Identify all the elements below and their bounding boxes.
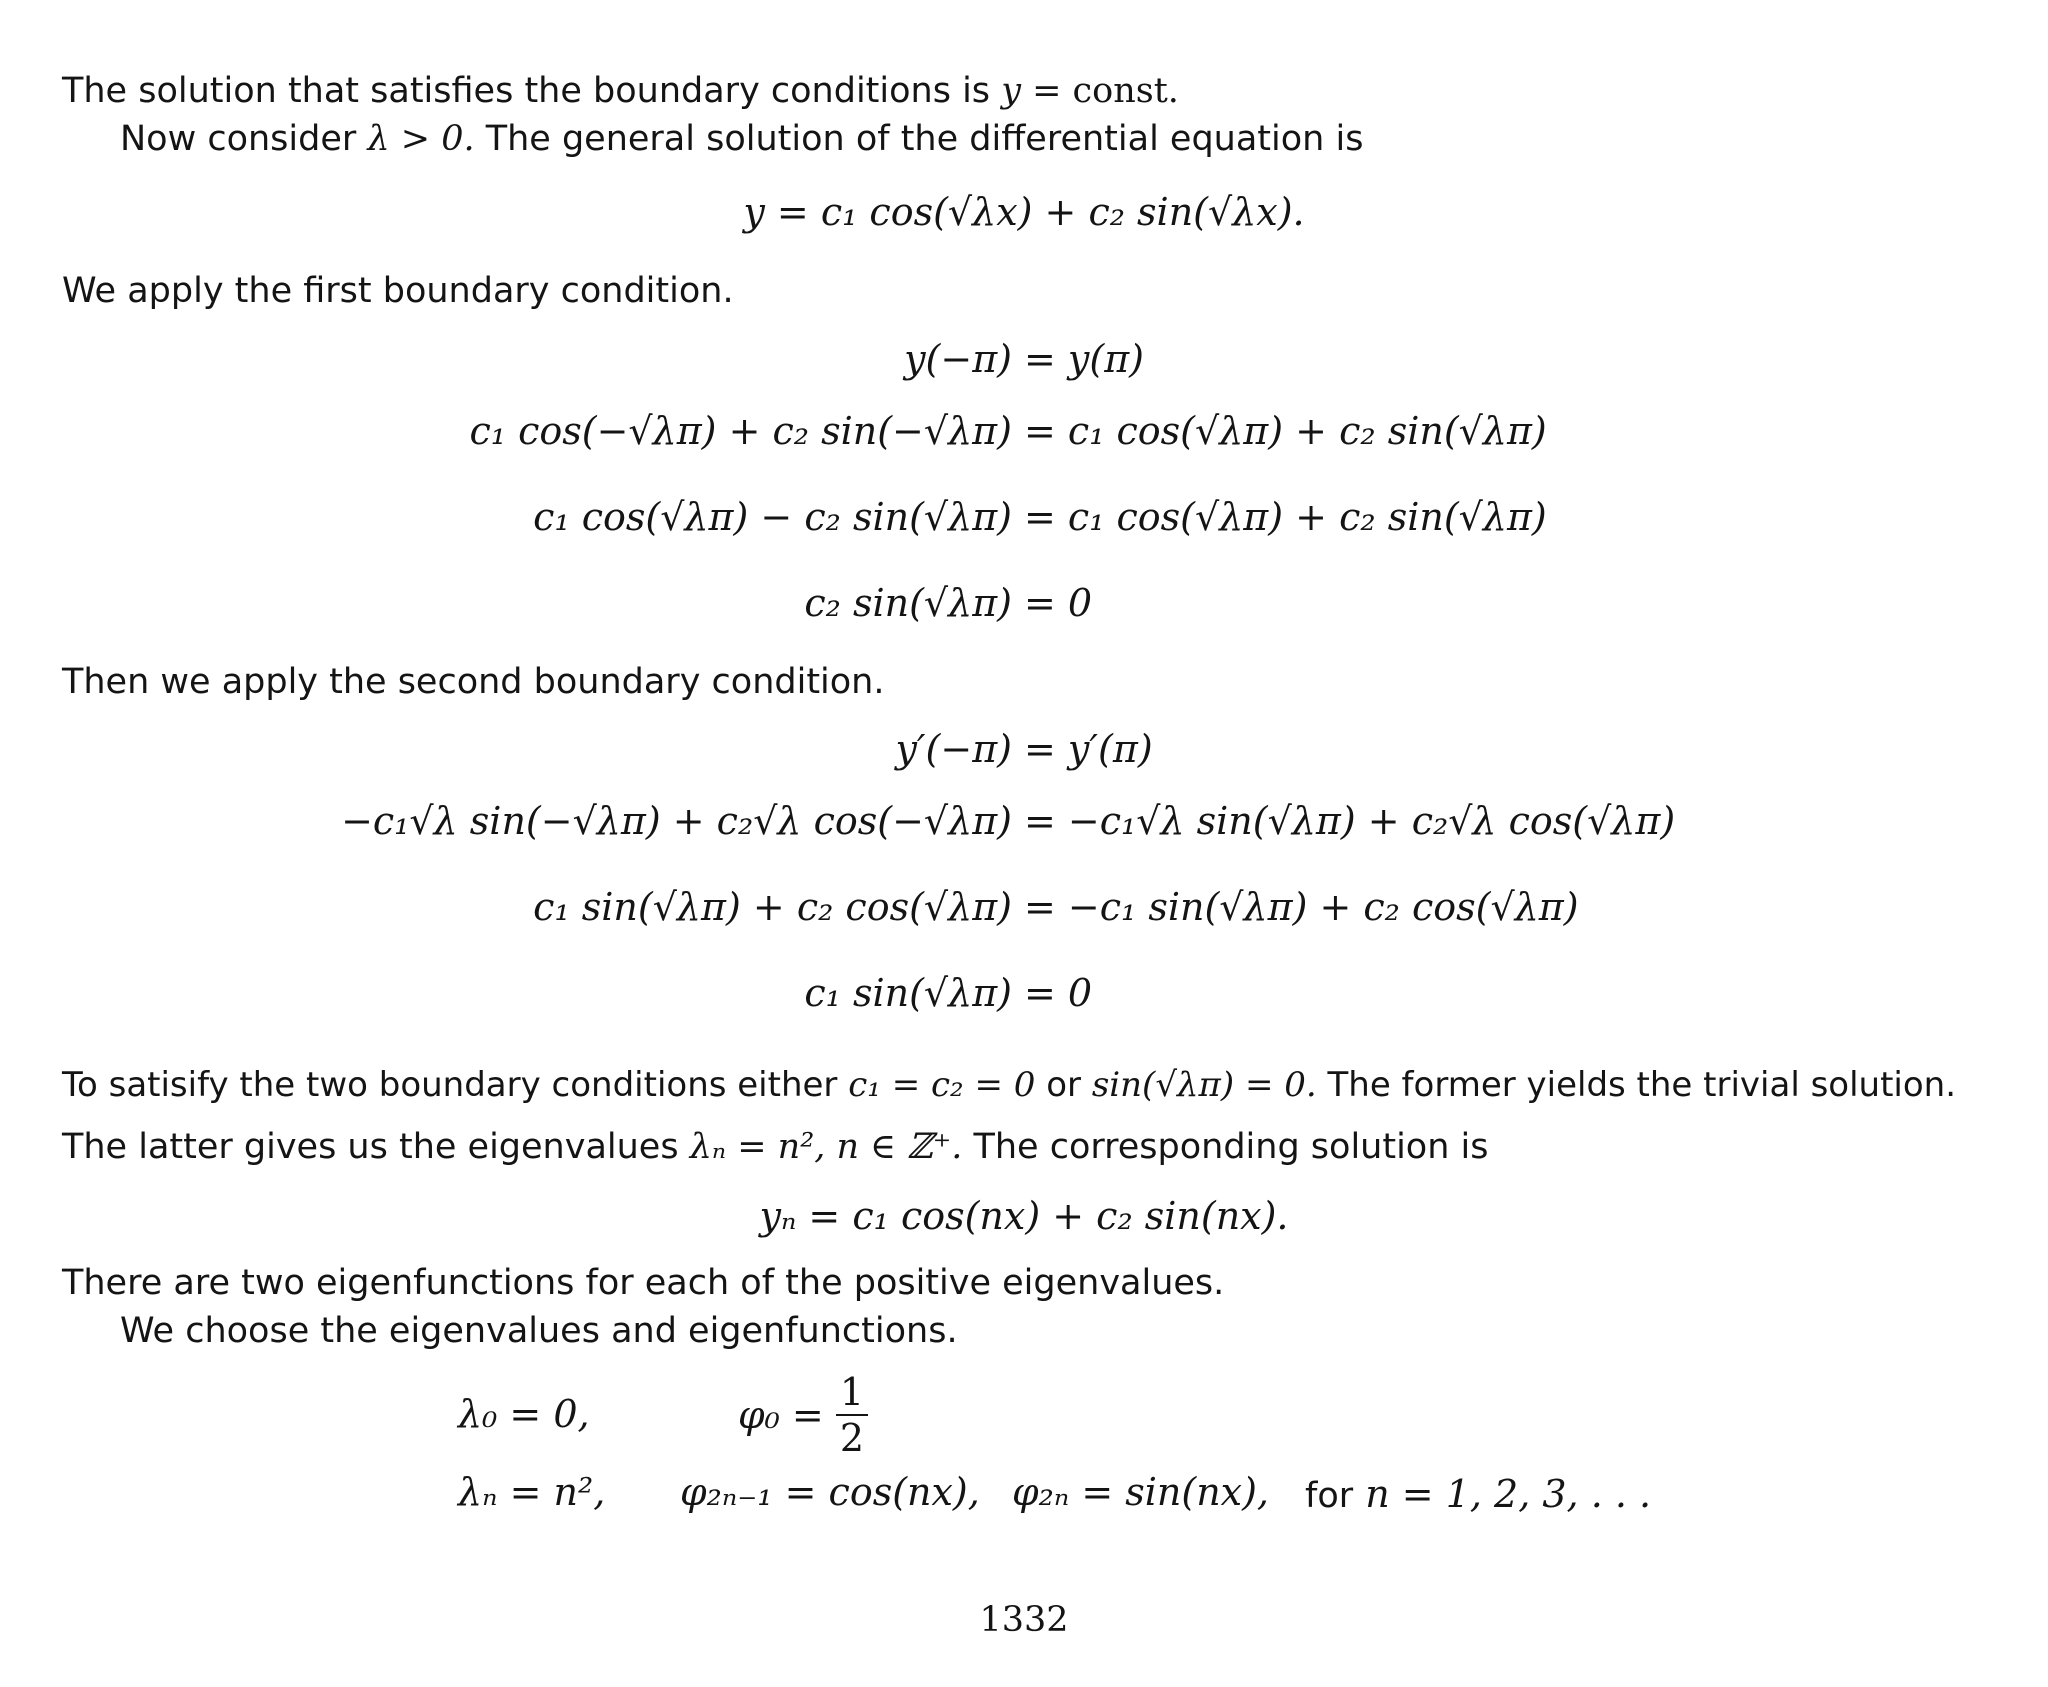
math-const: = const. — [1032, 71, 1179, 111]
text-corresponding: The corresponding solution is — [973, 1127, 1489, 1167]
bc2-rhs: = y′(π) — [1024, 727, 1153, 771]
fraction-numerator: 1 — [836, 1370, 868, 1416]
text-two-eigenfunctions: There are two eigenfunctions for each of the positive eigenvalues. — [62, 1263, 1225, 1303]
paragraph-satisfy-conditions — [62, 1062, 2018, 1108]
bc2-rhs: = 0 — [1024, 971, 1093, 1015]
lambdan: λₙ = n², — [458, 1470, 606, 1514]
math-c1-c2-zero: c₁ = c₂ = 0 — [848, 1065, 1036, 1105]
text-satisfy: To satisify the two boundary conditions either — [62, 1065, 838, 1105]
text-constant-solution: The solution that satisfies the boundary conditions is — [62, 71, 991, 111]
bc1-row — [0, 575, 2048, 631]
bc1-rhs: = c₁ cos(√λπ) + c₂ sin(√λπ) — [1024, 495, 1547, 539]
bc1-lhs: y(−π) — [904, 337, 1012, 381]
bc1-rhs: = y(π) — [1024, 337, 1145, 381]
paragraph-choose — [120, 1308, 2018, 1354]
page-number: 1332 — [979, 1600, 1069, 1640]
text-latter-gives: The latter gives us the eigenvalues — [62, 1127, 679, 1167]
text-first-bc: We apply the first boundary condition. — [62, 271, 734, 311]
bc1-row — [0, 403, 2048, 459]
text-for: for — [1305, 1476, 1354, 1516]
equation-yn: yₙ = c₁ cos(nx) + c₂ sin(nx). — [759, 1194, 1289, 1238]
text-general-solution: The general solution of the differential equation is — [485, 119, 1364, 159]
bc2-row — [0, 793, 2048, 849]
text-trivial-solution: The former yields the trivial solution. — [1327, 1065, 1957, 1105]
bc1-lhs: c₁ cos(√λπ) − c₂ sin(√λπ) — [533, 495, 1012, 539]
bc2-lhs: −c₁√λ sin(−√λπ) + c₂√λ cos(−√λπ) — [341, 799, 1012, 843]
math-lambda-positive: λ > 0. — [367, 119, 475, 159]
bc2-lhs: y′(−π) — [895, 727, 1012, 771]
bc2-row — [0, 965, 2048, 1021]
text-or: or — [1046, 1065, 1082, 1105]
bc1-lhs: c₂ sin(√λπ) — [804, 581, 1012, 625]
lambda0: λ₀ = 0, — [458, 1392, 590, 1436]
for-range — [1305, 1472, 1651, 1516]
phi-even: φ₂ₙ = sin(nx), — [1012, 1470, 1270, 1514]
bc2-lhs: c₁ sin(√λπ) — [804, 971, 1012, 1015]
bc2-lhs: c₁ sin(√λπ) + c₂ cos(√λπ) — [533, 885, 1012, 929]
equation-general-solution: y = c₁ cos(√λx) + c₂ sin(√λx). — [743, 190, 1305, 234]
bc1-lhs: c₁ cos(−√λπ) + c₂ sin(−√λπ) — [469, 409, 1012, 453]
paragraph-eigenvalues — [62, 1124, 2018, 1170]
fraction-denominator: 2 — [839, 1416, 865, 1460]
paragraph-second-bc — [62, 659, 2018, 705]
fraction-one-half — [836, 1370, 868, 1460]
math-n-range: n = 1, 2, 3, . . . — [1365, 1472, 1652, 1516]
bc2-row — [0, 721, 2048, 777]
text-second-bc: Then we apply the second boundary condition. — [62, 662, 885, 702]
paragraph-lambda-positive — [120, 116, 2018, 162]
bc1-row — [0, 489, 2048, 545]
math-sin-zero: sin(√λπ) = 0. — [1091, 1065, 1317, 1105]
paragraph-first-bc — [62, 268, 2018, 314]
phi0-lhs: φ₀ = — [738, 1393, 824, 1437]
bc2-row — [0, 879, 2048, 935]
paragraph-constant-solution — [62, 68, 2018, 114]
text-now-consider: Now consider — [120, 119, 357, 159]
bc1-rhs: = 0 — [1024, 581, 1093, 625]
text-choose: We choose the eigenvalues and eigenfunctions. — [120, 1311, 958, 1351]
bc2-rhs: = −c₁ sin(√λπ) + c₂ cos(√λπ) — [1024, 885, 1579, 929]
paragraph-two-eigenfunctions — [62, 1260, 2018, 1306]
math-lambda-n: λₙ = n², n ∈ ℤ⁺. — [689, 1127, 963, 1167]
phi0 — [738, 1370, 868, 1460]
math-y: y — [1001, 71, 1021, 111]
bc1-row — [0, 331, 2048, 387]
bc1-rhs: = c₁ cos(√λπ) + c₂ sin(√λπ) — [1024, 409, 1547, 453]
phi-odd: φ₂ₙ₋₁ = cos(nx), — [680, 1470, 980, 1514]
bc2-rhs: = −c₁√λ sin(√λπ) + c₂√λ cos(√λπ) — [1024, 799, 1676, 843]
